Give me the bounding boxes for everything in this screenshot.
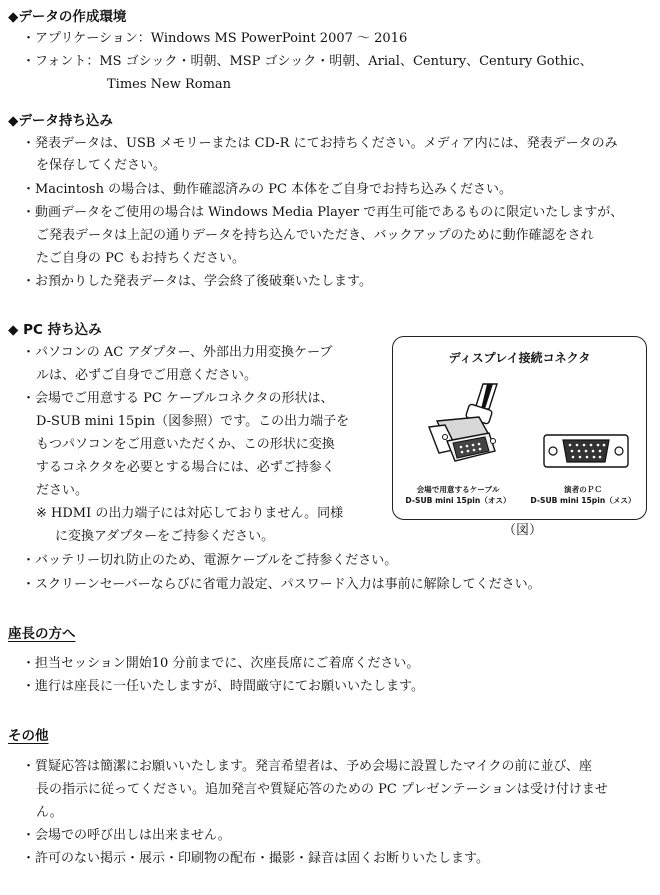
list-item-continuation: ご発表データは上記の通りデータを持ち込んでいただき、バックアップのために動作確認をされ [36,228,594,243]
list-item: ・会場でご用意する PC ケーブルコネクタの形状は、 [22,391,334,406]
caption-line: 演者のＰＣ [564,485,602,494]
female-connector-illustration [543,433,629,469]
male-connector-caption [399,484,517,506]
caption-line: D-SUB mini 15pin（オス） [405,496,511,505]
list-item-continuation: たご自身の PC もお持ちください。 [36,251,245,266]
list-item: ・発表データは、USB メモリーまたは CD-R にてお持ちください。メディア内には、発表データのみ [22,136,618,151]
section-heading-other: その他 [8,728,49,744]
section-heading-data-bring: ◆データ持ち込み [8,113,113,129]
list-item: ・Macintosh の場合は、動作確認済みの PC 本体をご自身でお持ち込みください。 [22,182,513,197]
list-item-continuation: もつパソコンをご用意いただくか、この形状に変換 [36,437,335,452]
list-item: ・質疑応答は簡潔にお願いいたします。発言希望者は、予め会場に設置したマイクの前に並び、座 [22,759,592,774]
list-item: ・会場での呼び出しは出来ません。 [22,828,231,843]
list-item: ・バッテリー切れ防止のため、電源ケーブルをご持参ください。 [22,553,398,568]
figure-label: （図） [503,523,543,538]
list-item: ・フォント：MS ゴシック・明朝、MSP ゴシック・明朝、Arial、Century、Century Gothic、 [22,54,593,69]
list-item-continuation: ルは、必ずご自身でご用意ください。 [36,368,258,383]
list-item-continuation: D-SUB mini 15pin（図参照）です。この出力端子を [36,414,350,429]
list-item-continuation: ださい。 [36,483,89,498]
list-item: ・アプリケーション：Windows MS PowerPoint 2007 ～ 2016 [22,31,408,46]
list-item: ・パソコンの AC アダプター、外部出力用変換ケーブ [22,345,333,360]
list-item-continuation: ん。 [36,805,63,820]
list-item: ・担当セッション開始10 分前までに、次座長席にご着席ください。 [22,656,420,671]
section-heading-pc-bring: ◆ PC 持ち込み [8,322,102,338]
list-item: ・進行は座長に一任いたしますが、時間厳守にてお願いいたします。 [22,679,424,694]
female-connector-caption [524,484,642,506]
caption-line: D-SUB mini 15pin（メス） [530,496,636,505]
list-item-continuation: するコネクタを必要とする場合には、必ずご持参く [36,460,335,475]
list-item: ・動画データをご使用の場合は Windows Media Player で再生可能であるものに限定いたしますが、 [22,205,624,220]
list-item: ・許可のない掲示・展示・印刷物の配布・撮影・録音は固くお断りいたします。 [22,851,489,866]
caption-line: 会場で用意するケーブル [416,485,500,494]
list-item-continuation: 長の指示に従ってください。追加発言や質疑応答のための PC プレゼンテーションは受け付けませ [36,782,608,797]
male-connector-illustration [417,379,517,479]
section-heading-chairs: 座長の方へ [8,626,76,642]
list-item-continuation: を保存してください。 [36,158,167,173]
list-item-continuation: Times New Roman [107,77,232,92]
list-item: ・お預かりした発表データは、学会終了後破棄いたします。 [22,274,372,289]
diagram-title: ディスプレイ接続コネクタ [448,351,591,365]
note-item-continuation: に変換アダプターをご持参ください。 [55,529,275,544]
note-item: ※ HDMI の出力端子には対応しておりません。同様 [36,506,344,521]
list-item: ・スクリーンセーバーならびに省電力設定、パスワード入力は事前に解除してください。 [22,577,541,592]
section-heading-data-env: ◆データの作成環境 [8,9,127,25]
connector-diagram [392,336,647,520]
